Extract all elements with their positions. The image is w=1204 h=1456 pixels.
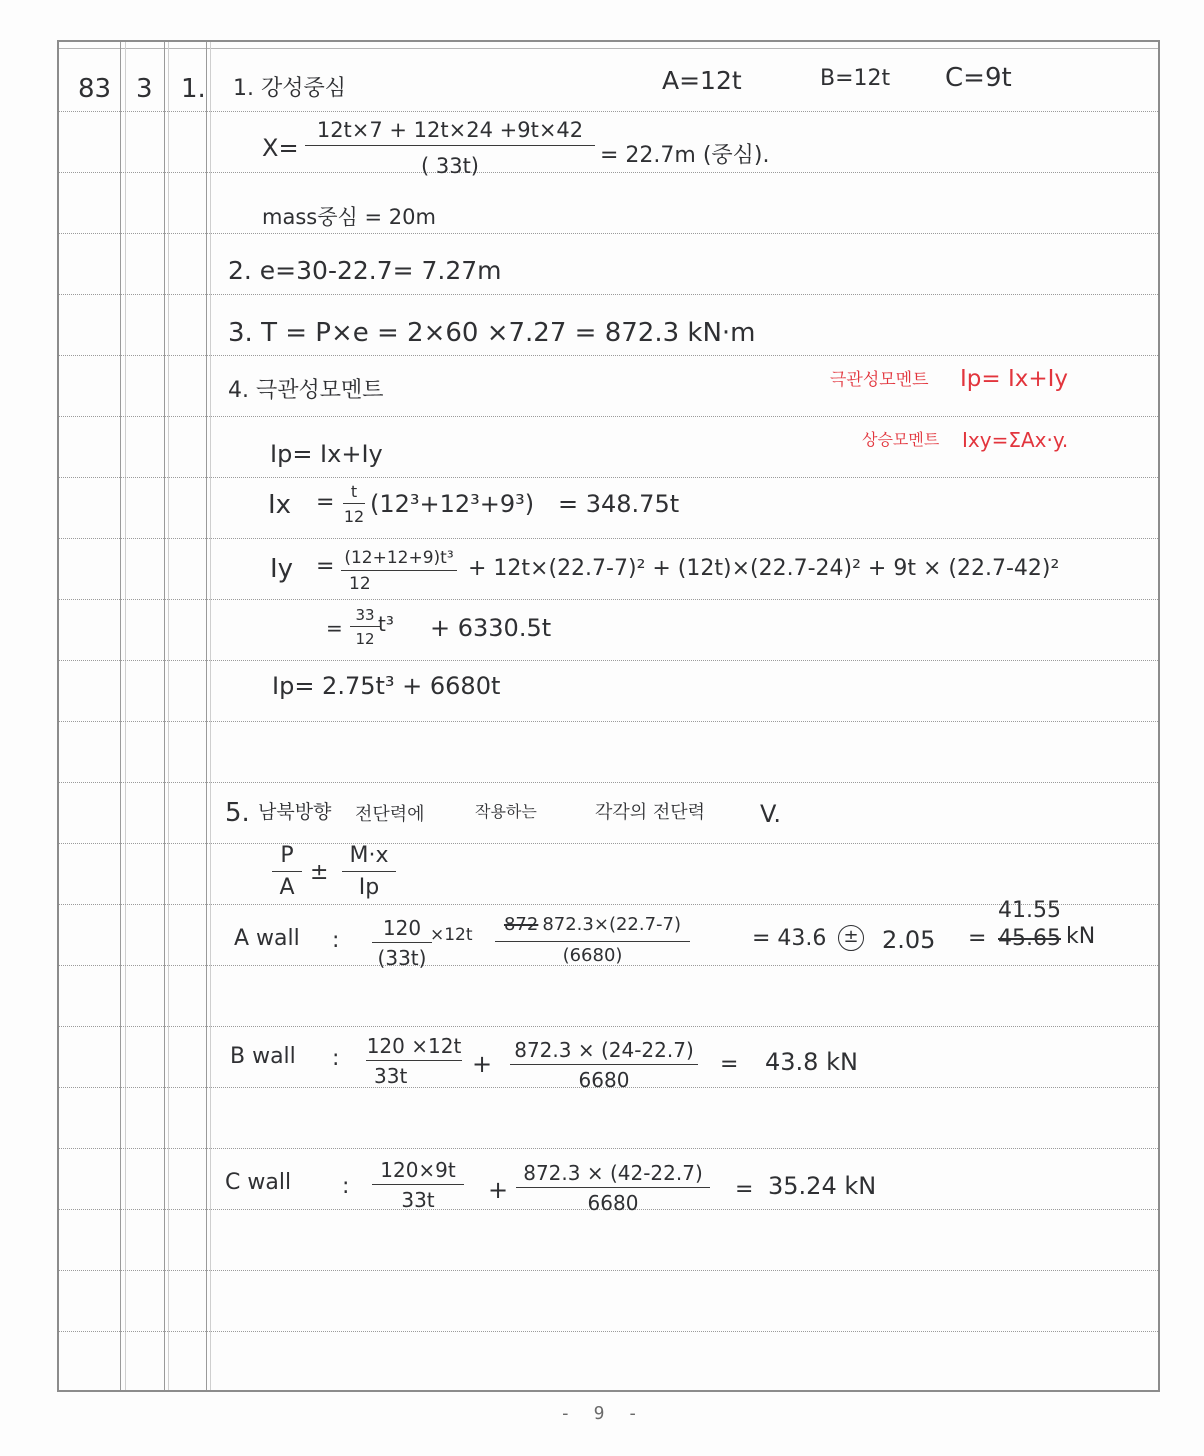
a-wall-unit: kN xyxy=(1066,924,1096,949)
a-wall-axial-fraction xyxy=(372,916,432,970)
a-wall-axial-result: = 43.6 xyxy=(752,926,827,951)
a-wall-moment-denominator: (6680) xyxy=(562,944,623,966)
sub-number: 3 xyxy=(136,74,153,104)
a-wall-label: A wall xyxy=(234,926,300,951)
ruled-line xyxy=(59,599,1158,660)
c-wall-colon: : xyxy=(342,1174,350,1199)
c-wall-moment-denominator: 6680 xyxy=(587,1191,639,1215)
red-note-product-label: 상승모멘트 xyxy=(862,430,940,449)
ruled-line xyxy=(59,721,1158,782)
ix-result: = 348.75t xyxy=(558,490,680,518)
formula-plus-minus: ± xyxy=(310,860,329,885)
c-wall-plus: + xyxy=(488,1176,509,1204)
ruled-line xyxy=(59,233,1158,294)
mx-over-ip-fraction xyxy=(342,843,396,902)
formula-ip: Ip xyxy=(358,875,380,901)
c-wall-result: 35.24 kN xyxy=(768,1172,877,1200)
iy-label: Iy xyxy=(270,554,294,584)
ruled-line xyxy=(59,843,1158,904)
b-wall-axial-denominator: 33t xyxy=(374,1064,408,1088)
wall-c-weight: C=9t xyxy=(945,63,1012,93)
x-denominator: ( 33t) xyxy=(420,154,480,179)
c-wall-axial-numerator: 120×9t xyxy=(380,1158,456,1182)
a-wall-moment-term: 2.05 xyxy=(882,926,936,954)
iy-simplified-numerator: 33 xyxy=(355,606,375,624)
ix-numerator: t xyxy=(350,482,358,501)
a-wall-corrected-value: 41.55 xyxy=(998,898,1061,923)
ix-fraction xyxy=(343,482,365,526)
red-note-polar-equation: Ip= Ix+Iy xyxy=(960,366,1069,392)
iy-equals: = xyxy=(316,554,335,579)
c-wall-equals: = xyxy=(735,1177,754,1202)
b-wall-moment-denominator: 6680 xyxy=(578,1068,630,1092)
formula-p: P xyxy=(280,843,294,868)
x-fraction xyxy=(305,118,595,179)
section-5-word: 남북방향 xyxy=(258,801,332,823)
iy-simplified-equals: = xyxy=(326,616,343,640)
iy-numerator: (12+12+9)t³ xyxy=(344,548,454,568)
a-wall-axial-numerator: 120 xyxy=(382,916,422,940)
item-number: 1. xyxy=(181,74,206,104)
a-wall-moment-expression: 872.3×(22.7-7) xyxy=(542,914,682,935)
b-wall-label: B wall xyxy=(230,1044,296,1069)
b-wall-colon: : xyxy=(332,1046,340,1071)
ix-equals: = xyxy=(316,490,335,515)
section-1-title: 1. 강성중심 xyxy=(233,76,346,101)
b-wall-moment-fraction xyxy=(510,1038,698,1092)
ruled-line xyxy=(59,172,1158,233)
a-wall-multiplier: ×12t xyxy=(430,925,473,945)
circled-plus-minus: ± xyxy=(838,925,864,951)
c-wall-moment-numerator: 872.3 × (42-22.7) xyxy=(523,1161,703,1185)
ruled-line xyxy=(59,1087,1158,1148)
iy-fraction xyxy=(341,548,457,595)
section-5-word: 작용하는 xyxy=(475,802,537,821)
x-result: = 22.7m (중심). xyxy=(600,143,770,168)
ruled-line xyxy=(59,1270,1158,1331)
section-5-word: V. xyxy=(760,800,781,828)
torsion-line: 3. T = P×e = 2×60 ×7.27 = 872.3 kN·m xyxy=(228,318,756,348)
wall-b-weight: B=12t xyxy=(820,66,891,91)
ruled-line xyxy=(59,965,1158,1026)
iy-simplified-denominator: 12 xyxy=(355,630,375,648)
iy-simplified-power: t³ xyxy=(378,612,394,636)
c-wall-moment-fraction xyxy=(516,1161,710,1215)
ip-result: Ip= 2.75t³ + 6680t xyxy=(272,672,501,700)
b-wall-equals: = xyxy=(720,1052,739,1077)
a-wall-moment-numerator xyxy=(504,914,681,941)
eccentricity-line: 2. e=30-22.7= 7.27m xyxy=(228,256,502,285)
b-wall-moment-numerator: 872.3 × (24-22.7) xyxy=(514,1038,694,1062)
formula-mx: M·x xyxy=(349,843,389,868)
section-5-number: 5. xyxy=(225,798,250,828)
mass-center-line: mass중심 = 20m xyxy=(262,205,436,229)
section-5-word: 각각의 전단력 xyxy=(595,802,706,823)
problem-number: 83 xyxy=(78,74,112,104)
b-wall-axial-numerator: 120 ×12t xyxy=(366,1034,462,1058)
iy-expression: + 12t×(22.7-7)² + (12t)×(22.7-24)² + 9t × (22.7-42)² xyxy=(468,556,1060,581)
a-wall-struck-value: 45.65 xyxy=(998,926,1061,951)
wall-a-weight: A=12t xyxy=(662,66,742,95)
ix-denominator: 12 xyxy=(343,507,365,527)
c-wall-axial-fraction xyxy=(372,1158,464,1212)
formula-a: A xyxy=(279,875,295,901)
section-5-word: 전단력에 xyxy=(355,804,425,825)
section-4-title: 4. 극관성모멘트 xyxy=(228,378,384,403)
ip-definition: Ip= Ix+Iy xyxy=(270,440,383,468)
ruled-line xyxy=(59,660,1158,721)
page-number: - 9 - xyxy=(559,1403,645,1424)
ruled-line xyxy=(59,1331,1158,1392)
ix-label: Ix xyxy=(268,490,292,520)
top-rule-line xyxy=(59,48,1158,49)
b-wall-axial-fraction xyxy=(366,1034,462,1088)
x-label: X= xyxy=(262,134,299,162)
x-numerator: 12t×7 + 12t×24 +9t×42 xyxy=(316,118,584,142)
ix-expression: (12³+12³+9³) xyxy=(370,490,535,518)
red-note-product-equation: Ixy=ΣAx·y. xyxy=(962,428,1069,452)
c-wall-axial-denominator: 33t xyxy=(401,1188,435,1212)
a-wall-colon: : xyxy=(332,928,340,953)
c-wall-label: C wall xyxy=(225,1170,292,1195)
a-wall-equals: = xyxy=(968,926,987,951)
iy-simplified-rest: + 6330.5t xyxy=(430,614,552,642)
b-wall-result: 43.8 kN xyxy=(765,1048,858,1076)
a-wall-axial-denominator: (33t) xyxy=(377,946,427,970)
iy-simplified-fraction xyxy=(350,606,380,648)
struck-out-text: 872 xyxy=(503,914,539,935)
ruled-line xyxy=(59,1209,1158,1270)
a-wall-moment-fraction xyxy=(495,914,690,966)
b-wall-plus: + xyxy=(472,1050,493,1078)
p-over-a-fraction xyxy=(272,843,302,902)
iy-denominator: 12 xyxy=(349,574,371,595)
red-note-polar-label: 극관성모멘트 xyxy=(830,370,929,390)
